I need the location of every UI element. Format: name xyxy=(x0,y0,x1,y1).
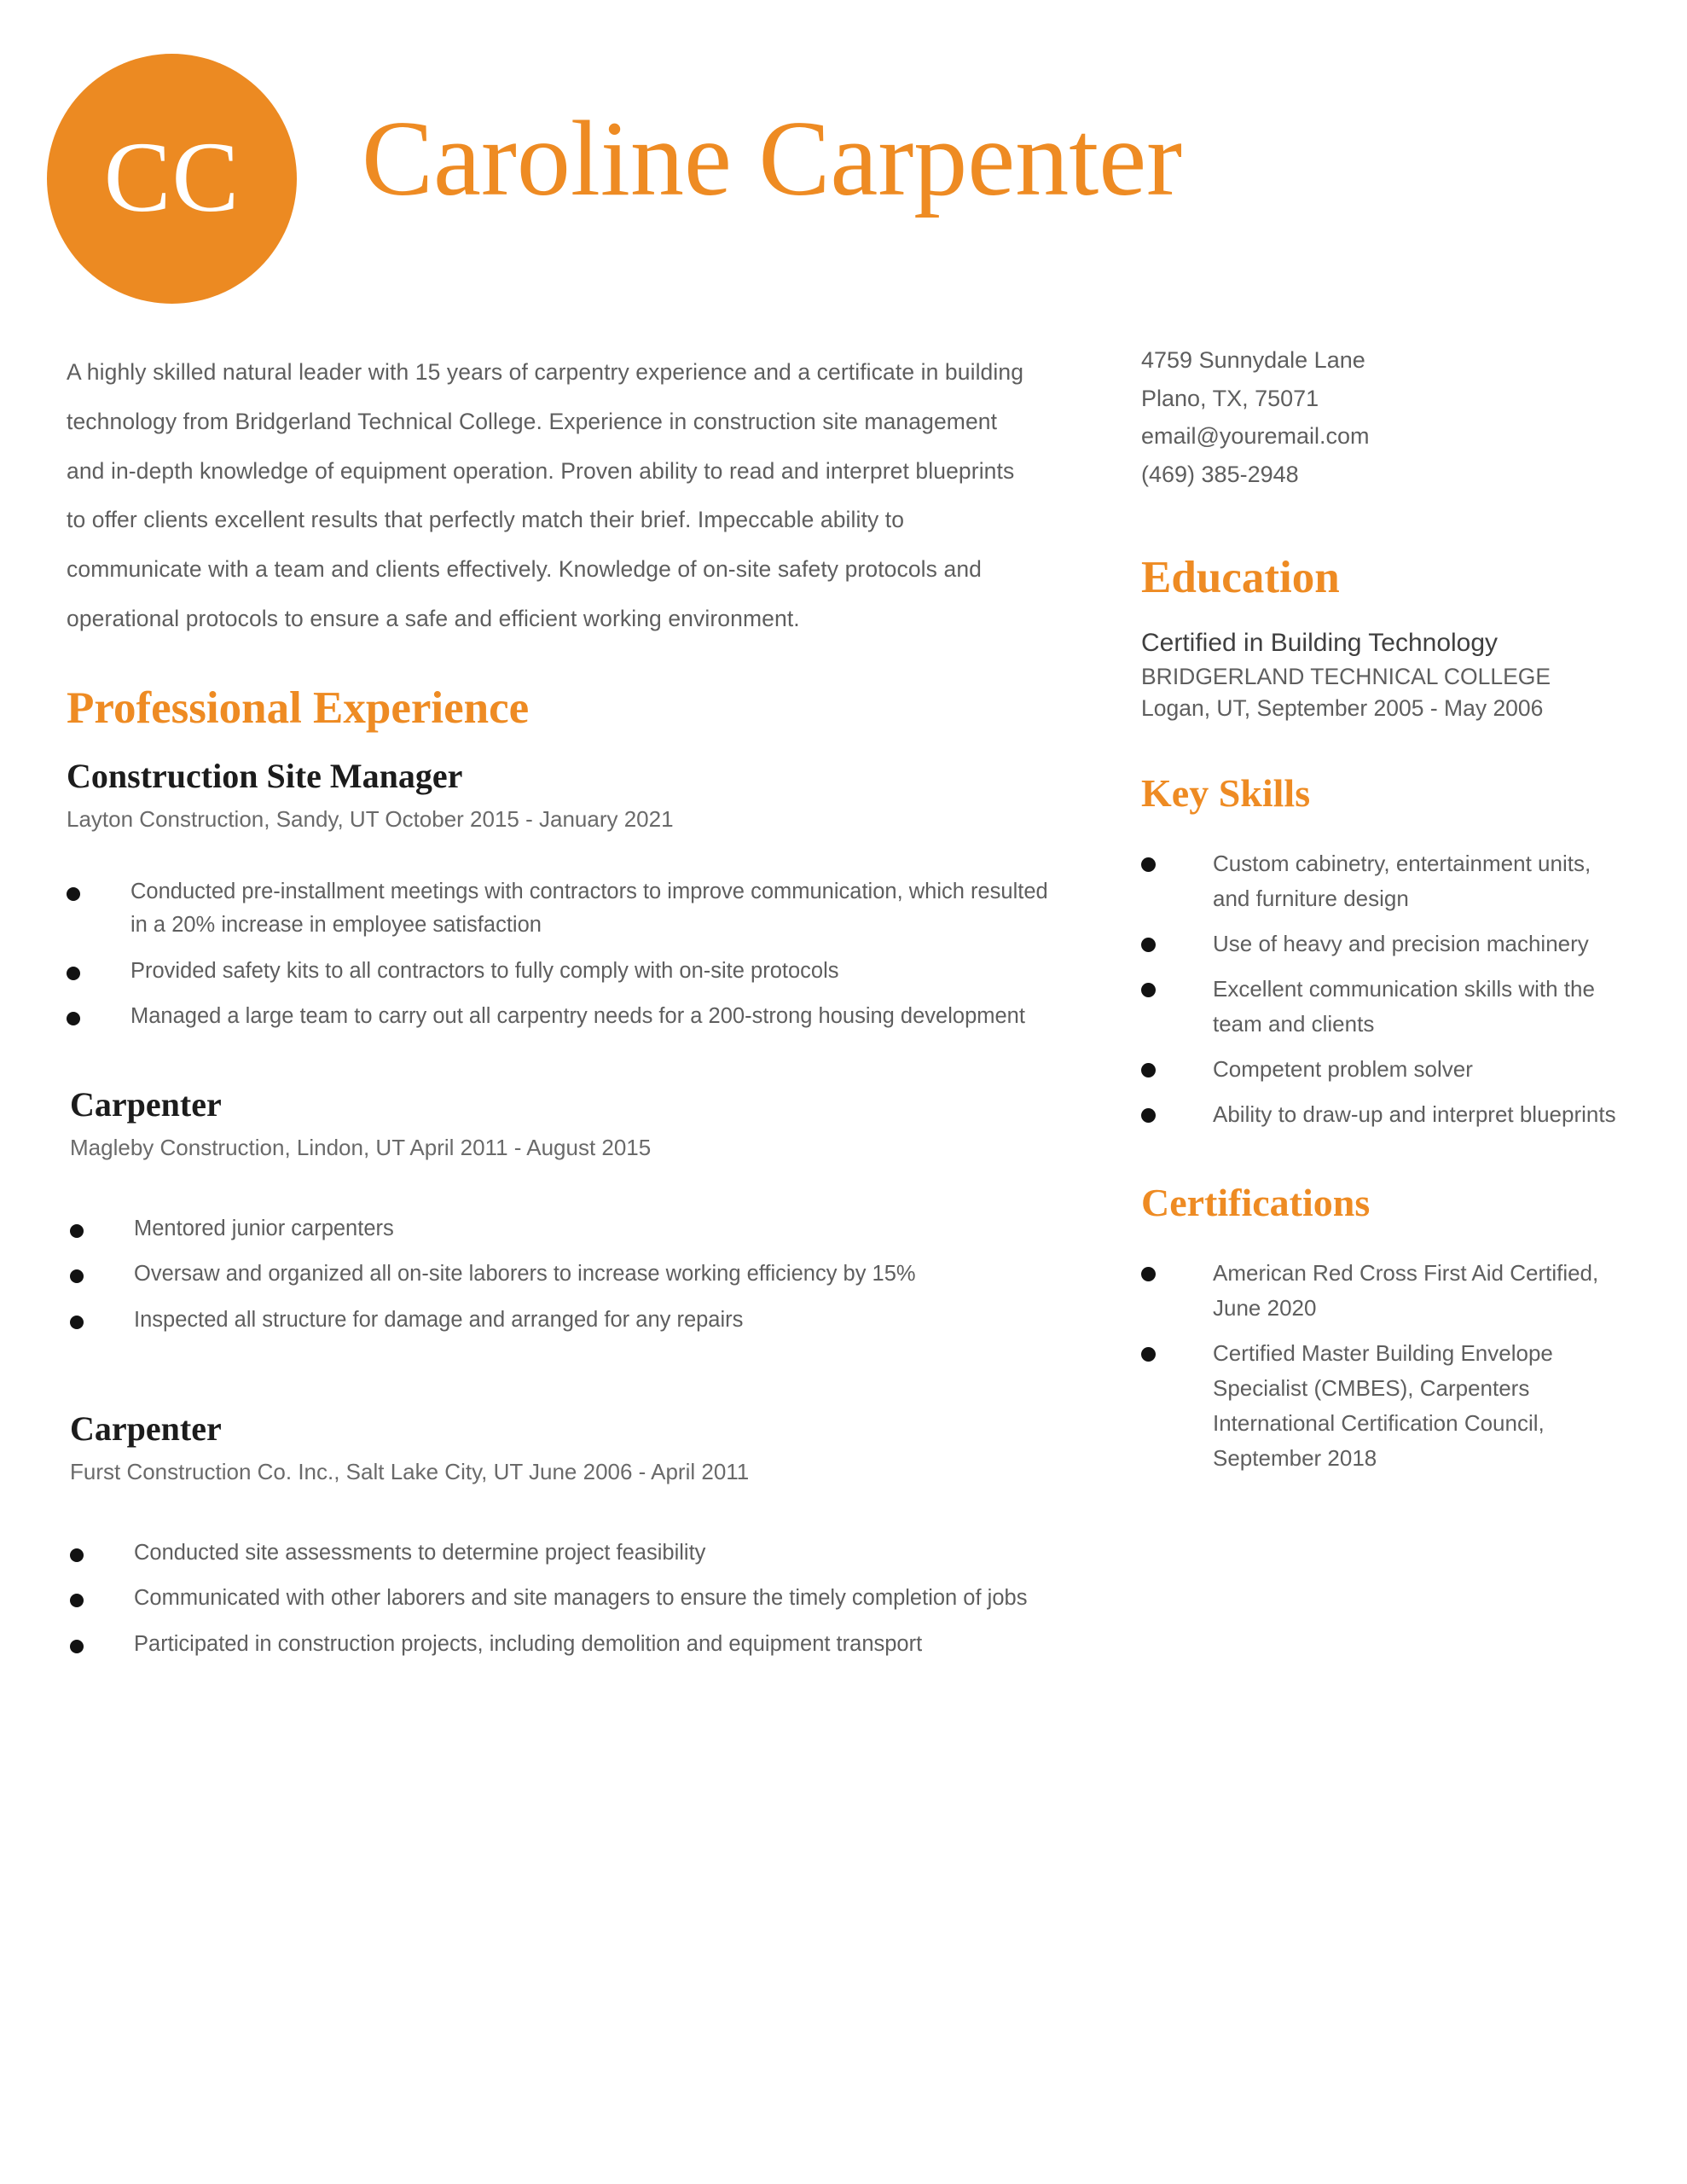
avatar-initials: CC xyxy=(103,120,241,233)
contact-phone[interactable]: (469) 385-2948 xyxy=(1141,461,1299,487)
section-heading-key-skills: Key Skills xyxy=(1141,771,1311,816)
contact-address-line2: Plano, TX, 75071 xyxy=(1141,385,1319,411)
list-item: Certified Master Building Envelope Specialist (CMBES), Carpenters International Certification Council, September 2018 xyxy=(1141,1336,1627,1476)
avatar xyxy=(47,54,297,304)
list-item: Managed a large team to carry out all carpentry needs for a 200-strong housing development xyxy=(67,1000,1056,1034)
resume-header xyxy=(0,0,1687,324)
list-item: Inspected all structure for damage and arranged for any repairs xyxy=(70,1304,1056,1338)
page-title: Caroline Carpenter xyxy=(362,100,1183,218)
education-school: BRIDGERLAND TECHNICAL COLLEGE xyxy=(1141,663,1551,689)
contact-address-line1: 4759 Sunnydale Lane xyxy=(1141,347,1365,373)
section-heading-certifications: Certifications xyxy=(1141,1181,1371,1225)
job-meta: Layton Construction, Sandy, UT October 2015 - January 2021 xyxy=(67,805,674,832)
list-item: Excellent communication skills with the team and clients xyxy=(1141,972,1627,1042)
section-heading-education: Education xyxy=(1141,553,1340,603)
job-bullets xyxy=(70,1536,1056,1662)
list-item: Ability to draw-up and interpret blueprints xyxy=(1141,1097,1627,1132)
main-column xyxy=(67,348,1056,1673)
list-item: Custom cabinetry, entertainment units, and furniture design xyxy=(1141,846,1627,916)
list-item: Conducted pre-installment meetings with contractors to improve communication, which resulted in a 20% increase in employee satisfaction xyxy=(67,875,1056,943)
experience-item xyxy=(70,1409,1056,1662)
key-skills-list xyxy=(1141,846,1627,1133)
list-item: Participated in construction projects, including demolition and equipment transport xyxy=(70,1628,1056,1662)
list-item: Use of heavy and precision machinery xyxy=(1141,926,1627,961)
job-meta: Furst Construction Co. Inc., Salt Lake City, UT June 2006 - April 2011 xyxy=(70,1458,750,1484)
list-item: American Red Cross First Aid Certified, June 2020 xyxy=(1141,1256,1627,1326)
job-title: Carpenter xyxy=(70,1084,222,1124)
job-title: Carpenter xyxy=(70,1409,222,1448)
contact-email[interactable]: email@youremail.com xyxy=(1141,423,1370,450)
certifications-list xyxy=(1141,1256,1627,1476)
sidebar-column xyxy=(1141,341,1627,1486)
job-bullets xyxy=(70,1212,1056,1338)
education-item xyxy=(1141,626,1627,724)
education-place-dates: Logan, UT, September 2005 - May 2006 xyxy=(1141,695,1544,722)
list-item: Conducted site assessments to determine project feasibility xyxy=(70,1536,1056,1571)
education-degree: Certified in Building Technology xyxy=(1141,629,1499,658)
experience-item xyxy=(70,1085,1056,1338)
professional-summary: A highly skilled natural leader with 15 years of carpentry experience and a certificate in building technology from Bridgerland Technical College. Experience in construction site management and in-depth knowledge of equipment operation. Proven ability to read and interpret blueprints to offer clients excellent results that perfectly match their brief. Impeccable ability to communicate with a team and clients effectively. Knowledge of on-site safety protocols and operational protocols to ensure a safe and efficient working environment. xyxy=(67,359,1024,631)
section-heading-experience: Professional Experience xyxy=(67,682,530,733)
list-item: Provided safety kits to all contractors to fully comply with on-site protocols xyxy=(67,955,1056,989)
contact-info xyxy=(1141,341,1627,493)
experience-item xyxy=(67,757,1056,1034)
list-item: Oversaw and organized all on-site laborers to increase working efficiency by 15% xyxy=(70,1258,1056,1292)
job-bullets xyxy=(67,875,1056,1034)
list-item: Communicated with other laborers and site managers to ensure the timely completion of jobs xyxy=(70,1582,1056,1616)
job-meta: Magleby Construction, Lindon, UT April 2011 - August 2015 xyxy=(70,1134,652,1160)
list-item: Competent problem solver xyxy=(1141,1052,1627,1087)
list-item: Mentored junior carpenters xyxy=(70,1212,1056,1246)
job-title: Construction Site Manager xyxy=(67,756,463,795)
